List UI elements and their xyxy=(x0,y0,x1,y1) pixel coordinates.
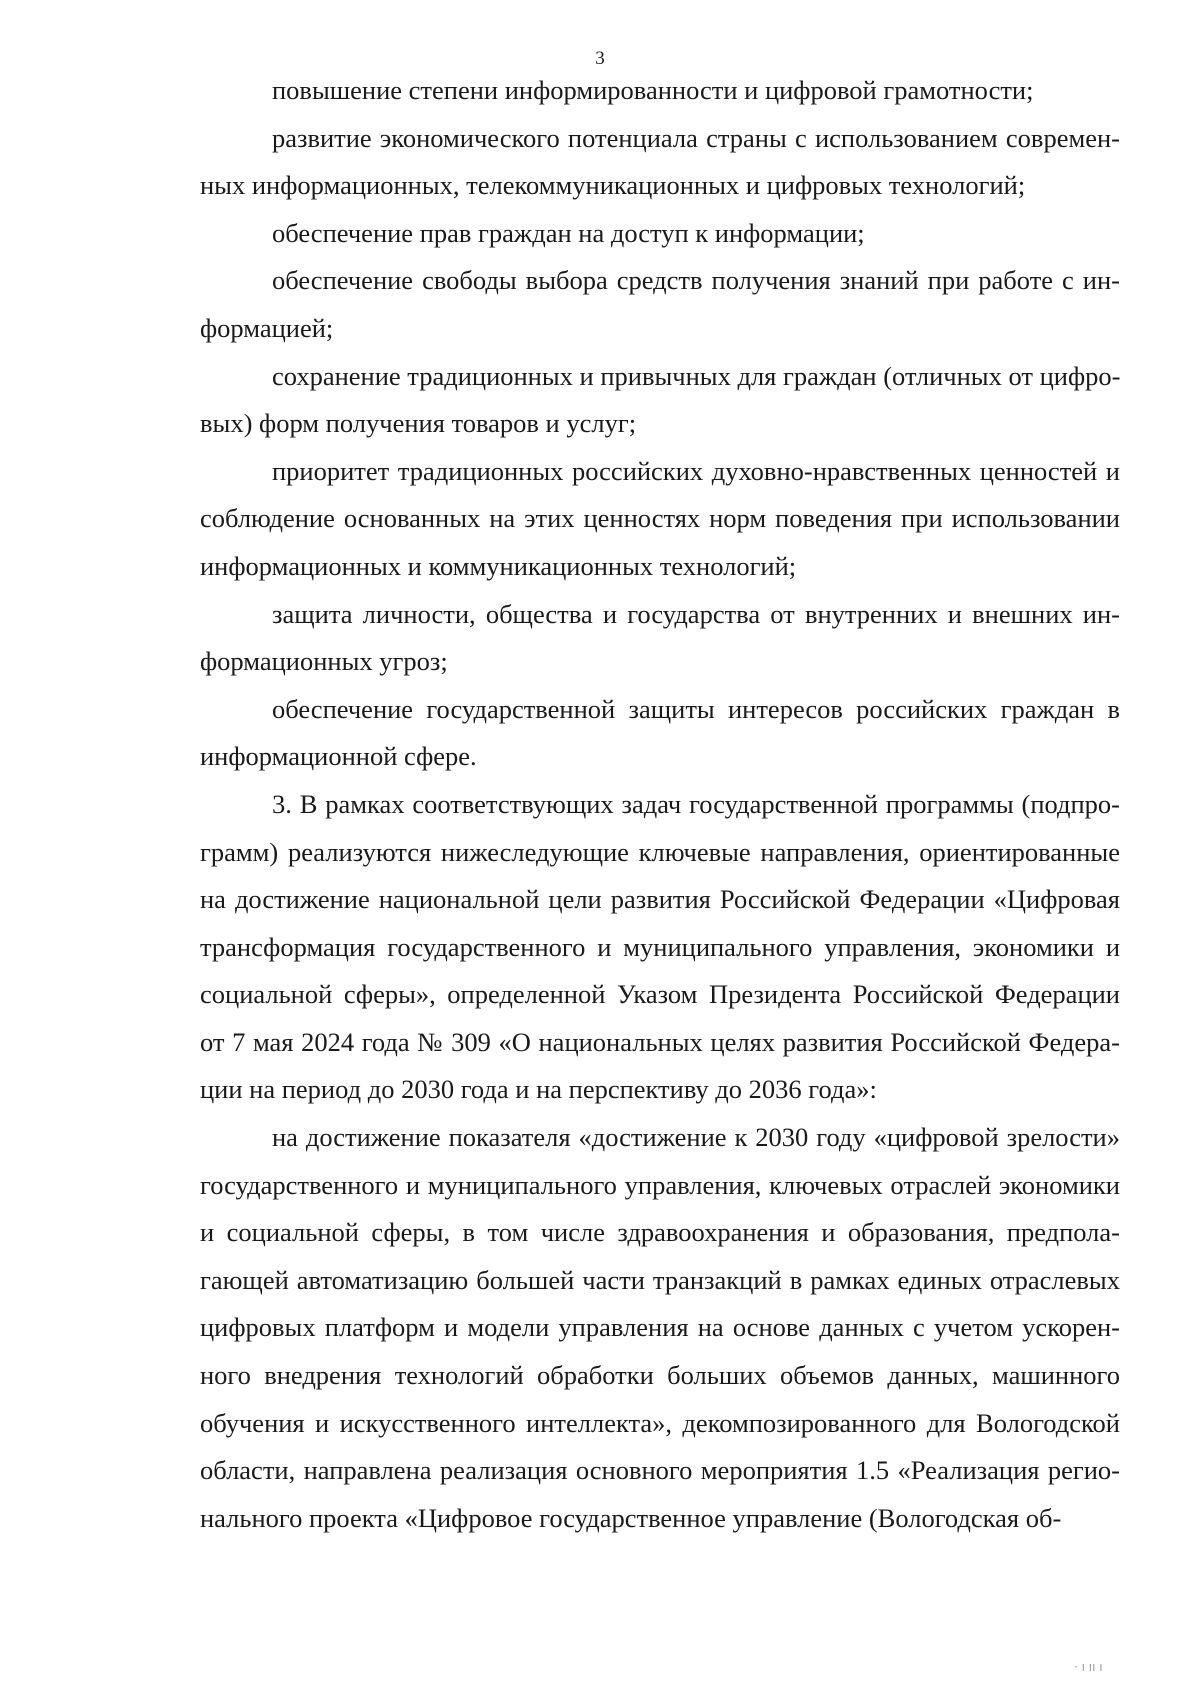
paragraph xyxy=(128,115,1120,210)
paragraph-line: от 7 мая 2024 года № 309 «О национальных целях развития Российской Федера- xyxy=(200,1026,1120,1057)
paragraph-line: государственного и муниципального управления, ключевых отраслей экономики xyxy=(200,1169,1120,1200)
paragraph-line: ного внедрения технологий обработки больших объемов данных, машинного xyxy=(200,1360,1120,1391)
document-body xyxy=(128,67,1120,1542)
paragraph-line: соблюдение основанных на этих ценностях норм поведения при использовании xyxy=(200,503,1120,534)
paragraph-line: формационных угроз; xyxy=(200,646,448,677)
paragraph-line: информационных и коммуникационных технологий; xyxy=(200,550,797,581)
paragraph-line: формацией; xyxy=(200,312,334,343)
paragraph-line: приоритет традиционных российских духовно-нравственных ценностей и xyxy=(272,455,1120,486)
paragraph-line: защита личности, общества и государства от внутренних и внешних ин- xyxy=(272,598,1120,629)
paragraph-line: 3. В рамках соответствующих задач государственной программы (подпро- xyxy=(272,788,1120,819)
paragraph-line: развитие экономического потенциала страны с использованием современ- xyxy=(272,122,1120,153)
paragraph-line: трансформация государственного и муниципального управления, экономики и xyxy=(200,931,1120,962)
paragraph-line: ции на период до 2030 года и на перспективу до 2036 года»: xyxy=(200,1074,877,1105)
paragraph xyxy=(128,210,1120,258)
paragraph-line: гающей автоматизацию большей части транзакций в рамках единых отраслевых xyxy=(200,1264,1120,1295)
paragraph-line: обеспечение государственной защиты интересов российских граждан в xyxy=(272,693,1120,724)
paragraph-line: нального проекта «Цифровое государственное управление (Вологодская об- xyxy=(200,1502,1062,1533)
paragraph-line: информационной сфере. xyxy=(200,741,477,772)
paragraph-line: цифровых платформ и модели управления на основе данных с учетом ускорен- xyxy=(200,1312,1120,1343)
paragraph xyxy=(128,353,1120,448)
paragraph-line: сохранение традиционных и привычных для граждан (отличных от цифро- xyxy=(272,360,1121,391)
scan-artifact-mark: · ı ıı ı xyxy=(1074,1660,1103,1674)
paragraph-line: на достижение национальной цели развития Российской Федерации «Цифровая xyxy=(200,884,1120,915)
paragraph xyxy=(128,257,1120,352)
paragraph-line: области, направлена реализация основного мероприятия 1.5 «Реализация регио- xyxy=(200,1455,1120,1486)
paragraph-line: повышение степени информированности и цифровой грамотности; xyxy=(272,75,1034,105)
paragraph-line: на достижение показателя «достижение к 2030 году «цифровой зрелости» xyxy=(272,1122,1120,1153)
paragraph-line: обеспечение свободы выбора средств получения знаний при работе с ин- xyxy=(272,265,1120,296)
page-number: 3 xyxy=(595,48,605,69)
paragraph-line: грамм) реализуются нижеследующие ключевые направления, ориентированные xyxy=(200,836,1120,867)
paragraph-line: ных информационных, телекоммуникационных и цифровых технологий; xyxy=(200,170,1026,201)
paragraph-line: обучения и искусственного интеллекта», декомпозированного для Вологодской xyxy=(200,1407,1120,1438)
paragraph-line: социальной сферы», определенной Указом Президента Российской Федерации xyxy=(200,979,1120,1010)
paragraph xyxy=(128,686,1120,781)
paragraph-line: и социальной сферы, в том числе здравоохранения и образования, предпола- xyxy=(200,1217,1120,1248)
paragraph xyxy=(128,67,1120,115)
paragraph-line: вых) форм получения товаров и услуг; xyxy=(200,408,637,439)
paragraph xyxy=(128,591,1120,686)
paragraph xyxy=(128,781,1120,1114)
paragraph xyxy=(128,1114,1120,1542)
paragraph-line: обеспечение прав граждан на доступ к информации; xyxy=(272,217,865,248)
paragraph xyxy=(128,448,1120,591)
